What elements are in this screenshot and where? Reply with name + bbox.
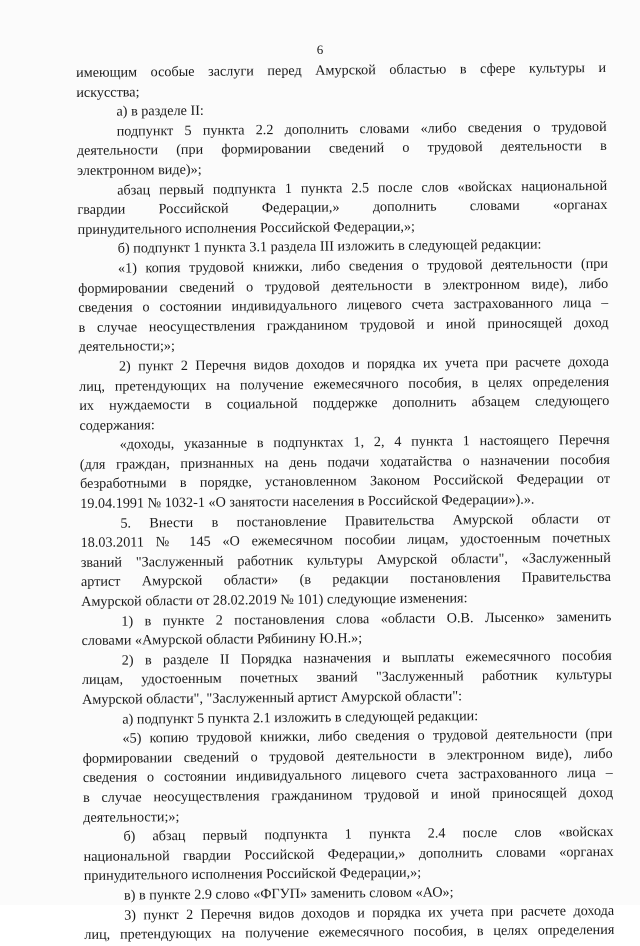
text-line: 19.04.1991 № 1032-1 «О занятости населения в Российской Федерации»).». [80,491,535,513]
text-line: б) абзац первый подпункта 1 пункта 2.4 после слов «войсках [123,824,614,845]
text-line: Амурской области от 28.02.2019 № 101) следующие изменения: [81,590,468,611]
text-line: деятельности;»; [78,338,175,356]
text-line: электронном виде)»; [76,161,202,179]
text-line: в случае неосуществления гражданином трудовой и иной приносящей доход [78,314,609,336]
page-number: 6 [316,42,324,57]
text-line: национальной гвардии Российской Федерации,» дополнить словами «органах [83,843,614,865]
text-line: (для граждан, признанных на день подачи ходатайства о назначении пособия [79,451,610,473]
text-line: сведения о состоянии индивидуального лицевого счета застрахованного лица – [82,765,613,787]
text-line: содержания: [79,416,155,434]
text-line: формировании сведений о трудовой деятельности в электронном виде), либо [78,275,609,297]
text-line: принудительного исполнения Российской Федерации,»; [77,218,416,238]
text-line: искусства; [76,83,140,101]
text-line: принудительного исполнения Российской Федерации,»; [83,865,422,885]
text-line: б) подпункт 1 пункта 3.1 раздела III изложить в следующей редакции: [117,236,542,257]
text-line: лицам, удостоенным почетных званий "Заслуженный работник культуры [81,667,612,689]
text-line: в) в пункте 2.9 слово «ФГУП» заменить словом «АО»; [123,884,454,904]
text-line: а) подпункт 5 пункта 2.1 изложить в следующей редакции: [122,707,479,728]
text-line: «5) копию трудовой книжки, либо сведения о трудовой деятельности (при [122,726,613,747]
text-line: подпункт 5 пункта 2.2 дополнить словами «либо сведения о трудовой [116,118,607,140]
text-line: деятельности;»; [83,808,180,826]
text-line: гвардии Российской Федерации,» дополнить словами «органах [77,197,608,219]
text-line: абзац первый подпункта 1 пункта 2.5 после слов «войсках национальной [117,177,608,199]
text-line: лиц, претендующих на получение ежемесячного пособия, в целях определения [84,921,615,944]
text-line: их нуждаемости в социальной поддержке дополнить абзацем следующего [79,392,610,415]
text-line: званий "Заслуженный работник культуры Амурской области", «Заслуженный [80,549,611,571]
text-line: формировании сведений о трудовой деятельности в электронном виде), либо [82,745,613,767]
text-line: безработными в порядке, установленном Законом Российской Федерации от [79,471,611,493]
text-line: 1) в пункте 2 постановления слова «области О.В. Лысенко» заменить [121,608,612,630]
text-line: 2) пункт 2 Перечня видов доходов и порядка их учета при расчете дохода [118,353,609,375]
text-line: 3) пункт 2 Перечня видов доходов и порядка их учета при расчете дохода [124,902,615,924]
text-line: имеющим особые заслуги перед Амурской областью в сфере культуры и [76,59,607,81]
text-line: в случае неосуществления гражданином трудовой и иной приносящей доход [82,784,614,806]
text-line: сведения о состоянии индивидуального лицевого счета застрахованного лица – [78,295,609,317]
text-line: словами «Амурской области Рябинину Ю.Н.»; [81,630,363,650]
text-line: «доходы, указанные в подпунктах 1, 2, 4 пункта 1 настоящего Перечня [119,432,610,453]
text-line: лиц, претендующих на получение ежемесячного пособия, в целях определения [79,373,610,395]
text-line: деятельности (при формировании сведений о трудовой деятельности в [76,138,607,160]
text-line: а) в разделе II: [116,102,204,120]
document-body [76,59,614,946]
text-line: 2) в разделе II Порядка назначения и выплаты ежемесячного пособия [121,647,612,669]
text-line: 18.03.2011 № 145 «О ежемесячном пособии лицам, удостоенным почетных [80,530,611,552]
text-line: Амурской области", "Заслуженный артист Амурской области": [82,688,463,708]
text-line: артист Амурской области» (в редакции постановления Правительства [80,569,612,591]
text-line: «1) копия трудовой книжки, либо сведения о трудовой деятельности (при [117,255,609,277]
text-line: 5. Внести в постановление Правительства Амурской области от [120,510,611,532]
